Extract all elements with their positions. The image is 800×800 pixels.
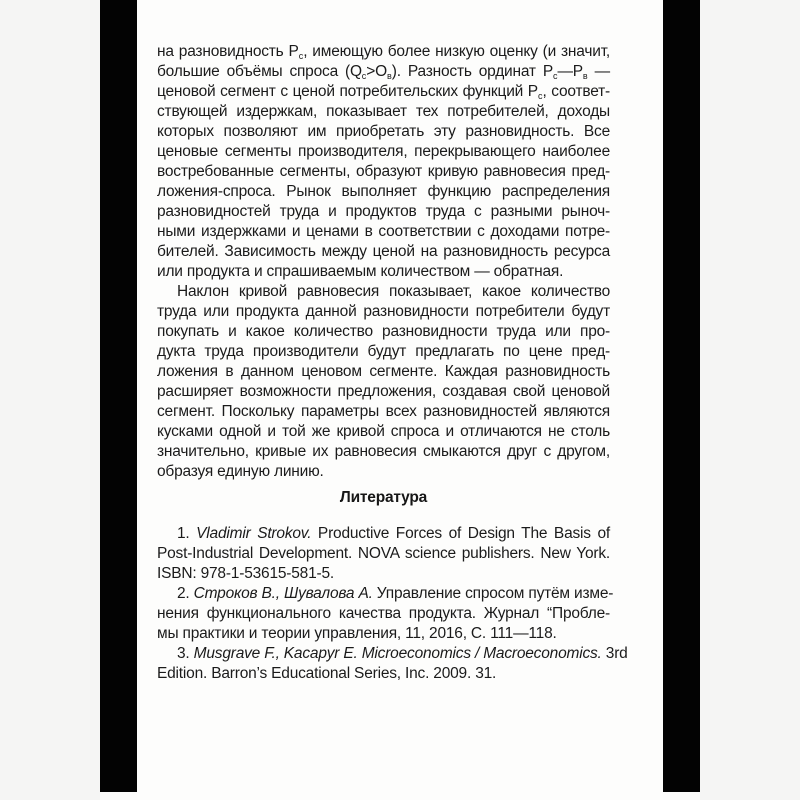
- text-line: ISBN: 978-1-53615-581-5.: [157, 565, 335, 582]
- scan-edge-bar-right: [663, 0, 700, 792]
- text-line: покупать и какое количество разновидности труда или про-: [157, 323, 610, 340]
- text-line: разновидностей труда и продуктов труда с разными рыноч-: [157, 203, 610, 220]
- reference-item-1: [157, 524, 610, 584]
- body-paragraph-2: [157, 282, 610, 482]
- text-line: кусками одной и той же кривой спроса и отличаются не столь: [157, 423, 610, 440]
- text-line: ценовые сегменты производителя, перекрывающего наиболее: [157, 143, 610, 160]
- scan-outer-margin-left: [0, 0, 100, 800]
- text-line: 3. Musgrave F., Kacapyr E. Microeconomics / Macroeconomics. 3rd: [177, 645, 628, 662]
- text-line: большие объёмы спроса $(Q_с>O_в)$. Разность ординат $P_с—P_в$ —: [157, 63, 610, 81]
- text-line: ствующей издержкам, показывает тех потребителей, доходы: [157, 103, 610, 120]
- text-line: мы практики и теории управления, 11, 2016, С. 111—118.: [157, 625, 557, 642]
- text-line: которых позволяют им приобретать эту разновидность. Все: [157, 123, 610, 140]
- text-line: Edition. Barron’s Educational Series, Inc. 2009. 31.: [157, 665, 497, 682]
- text-line: 2. Строков В., Шувалова А. Управление спросом путём изме-: [177, 585, 614, 602]
- text-line: труда или продукта данной разновидности потребители будут: [157, 303, 610, 320]
- text-line: значительно, кривые их равновесия смыкаются друг с другом,: [157, 443, 610, 460]
- text-line: на разновидность $P_с$, имеющую более низкую оценку (и значит,: [157, 43, 610, 61]
- text-line: Post-Industrial Development. NOVA science publishers. New York.: [157, 545, 610, 562]
- reference-item-3: [157, 644, 628, 684]
- text-line: ценовой сегмент с ценой потребительских функций $P_с$, соответ-: [157, 83, 611, 101]
- text-line: сегмент. Поскольку параметры всех разновидностей являются: [157, 403, 610, 420]
- body-paragraph-1: [157, 42, 610, 282]
- scan-outer-margin-right: [700, 0, 800, 800]
- text-line: 1. Vladimir Strokov. Productive Forces of Design The Basis of: [177, 525, 610, 542]
- text-line: ложения-спроса. Рынок выполняет функцию распределения: [157, 183, 610, 200]
- text-line: Наклон кривой равновесия показывает, какое количество: [177, 283, 610, 300]
- scan-edge-bar-left: [100, 0, 137, 792]
- text-column: [157, 42, 628, 684]
- text-line: образуя единую линию.: [157, 463, 324, 480]
- text-line: или продукта и спрашиваемым количеством — обратная.: [157, 263, 564, 280]
- text-line: ными издержками и ценами в соответствии с доходами потре-: [157, 223, 610, 240]
- text-line: расширяет возможности предложения, создавая свой ценовой: [157, 383, 610, 400]
- reference-item-2: [157, 584, 614, 644]
- text-line: бителей. Зависимость между ценой на разновидность ресурса: [157, 243, 610, 260]
- text-line: востребованные сегменты, образуют кривую равновесия пред-: [157, 163, 610, 180]
- text-line: нения функционального качества продукта. Журнал “Пробле-: [157, 605, 610, 622]
- references-list: [157, 524, 628, 684]
- text-line: ложения в данном ценовом сегменте. Каждая разновидность: [157, 363, 610, 380]
- text-line: дукта труда производители будут предлагать по цене пред-: [157, 343, 610, 360]
- literature-heading: Литература: [339, 489, 428, 506]
